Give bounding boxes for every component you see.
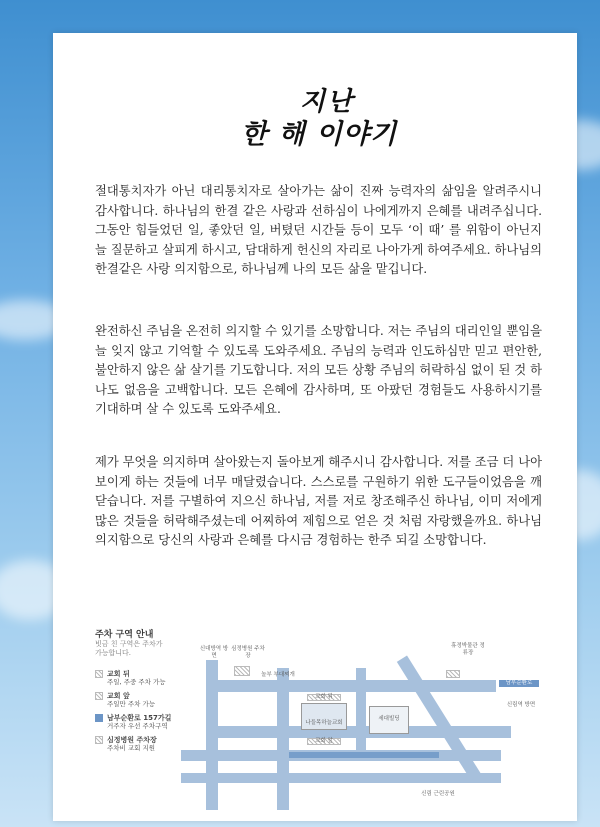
hatch-swatch [95, 736, 103, 744]
paragraph-1: 절대통치자가 아닌 대리통치자로 살아가는 삶이 진짜 능력자의 삶임을 알려주시니 감사합니다. 하나님의 한결 같은 사랑과 선하심이 나에게까지 은혜를 내려주십니다. 그동안 힘들었던 일, 좋았던 일, 버텼던 시간들 등이 모두 ‘이 때’ 를 위함이 아닌지 늘 질문하고 살피게 하시고, 담대하게 헌신의 자리로 나아가게 하여주세요. 하나님의 한결같은 사랑 의지함으로, 하나님께 나의 모든 삶을 맡깁니다. [95, 184, 542, 276]
road-bottom [181, 773, 501, 783]
road-ring-top [206, 680, 496, 692]
page-title [239, 81, 399, 151]
label-arrow-right: 신림역 방면 [506, 702, 536, 708]
blue-swatch [95, 714, 103, 722]
zone-side-road [289, 752, 439, 758]
label-hospital: 심정병원 주차장 [231, 646, 265, 659]
sheet-tab [531, 33, 577, 67]
legend-title: 주차 구역 안내 [95, 630, 154, 640]
legend-subtitle: 빗금 친 구역은 주차가 가능합니다. [95, 640, 163, 657]
title-line-1: 지난 [299, 87, 355, 117]
legend-desc: 거주자 우선 주차구역 [107, 722, 168, 730]
zone-top-right [446, 670, 460, 678]
label-church: 나들목하늘교회 [305, 720, 343, 726]
road-mid-vertical [277, 668, 289, 810]
legend-desc: 주일, 주중 주차 가능 [107, 678, 166, 686]
legend-name: 교회 뒤 [107, 670, 130, 678]
paragraph-2: 완전하신 주님을 온전히 의지할 수 있기를 소망합니다. 저는 주님의 대리인일 뿐임을 늘 잊지 않고 기억할 수 있도록 도와주세요. 주님의 능력과 인도하심만 믿고 편안한, 불안하지 않은 삶 살기를 기도합니다. 저의 모든 상황 주님의 허락하심 없이 된 것 하나도 없음을 고백합니다. 모든 은혜에 감사하며, 또 아팠던 경험들도 사용하시기를 기대하며 살 수 있도록 도와주세요. [95, 324, 542, 416]
label-seaul: 세대빌딩 [378, 716, 400, 722]
hatch-swatch [95, 670, 103, 678]
label-north-left: 신대방역 방면 [199, 646, 229, 659]
hatch-swatch [95, 692, 103, 700]
legend-name: 심정병원 주차장 [107, 736, 157, 744]
legend-desc: 주차비 교회 지원 [107, 744, 156, 752]
legend-name: 남부순환로 157가길 [107, 714, 172, 722]
legend-name: 교회 앞 [107, 692, 130, 700]
label-bottom: 신림 근린공원 [421, 791, 455, 797]
parking-map [81, 608, 561, 813]
legend-desc: 주일만 주차 가능 [107, 700, 156, 708]
label-hospital-sub: 놀부 부대찌개 [261, 672, 295, 678]
zone-hospital-parking [234, 666, 250, 676]
label-center-top: 휴정박물관 정류장 [451, 643, 485, 656]
road-diagonal [397, 655, 481, 780]
label-ring-road: 남부순환로 [499, 680, 539, 687]
paragraph-3: 제가 무엇을 의지하며 살아왔는지 돌아보게 해주시니 감사합니다. 저를 조금 더 나아 보이게 하는 것들에 너무 매달렸습니다. 스스로를 구원하기 위한 도구들이었음을 깨닫습니다. 저를 구별하여 지으신 하나님, 저를 저로 창조해주신 하나님, 이미 저에게 많은 것들을 허락해주셨는데 어찌하여 제힘으로 얻은 것 처럼 자랑했을까요. 하나님 의지함으로 당신의 사랑과 은혜를 다시금 경험하는 한주 되길 소망합니다. [95, 455, 542, 547]
title-line-2: 한 해 이야기 [240, 119, 398, 150]
label-church-front: 교회 앞 [315, 738, 333, 744]
road-left-vertical [206, 660, 218, 810]
label-church-back: 교회 뒤 [315, 694, 333, 700]
road-center-vertical [356, 668, 366, 760]
document-sheet [53, 33, 577, 821]
